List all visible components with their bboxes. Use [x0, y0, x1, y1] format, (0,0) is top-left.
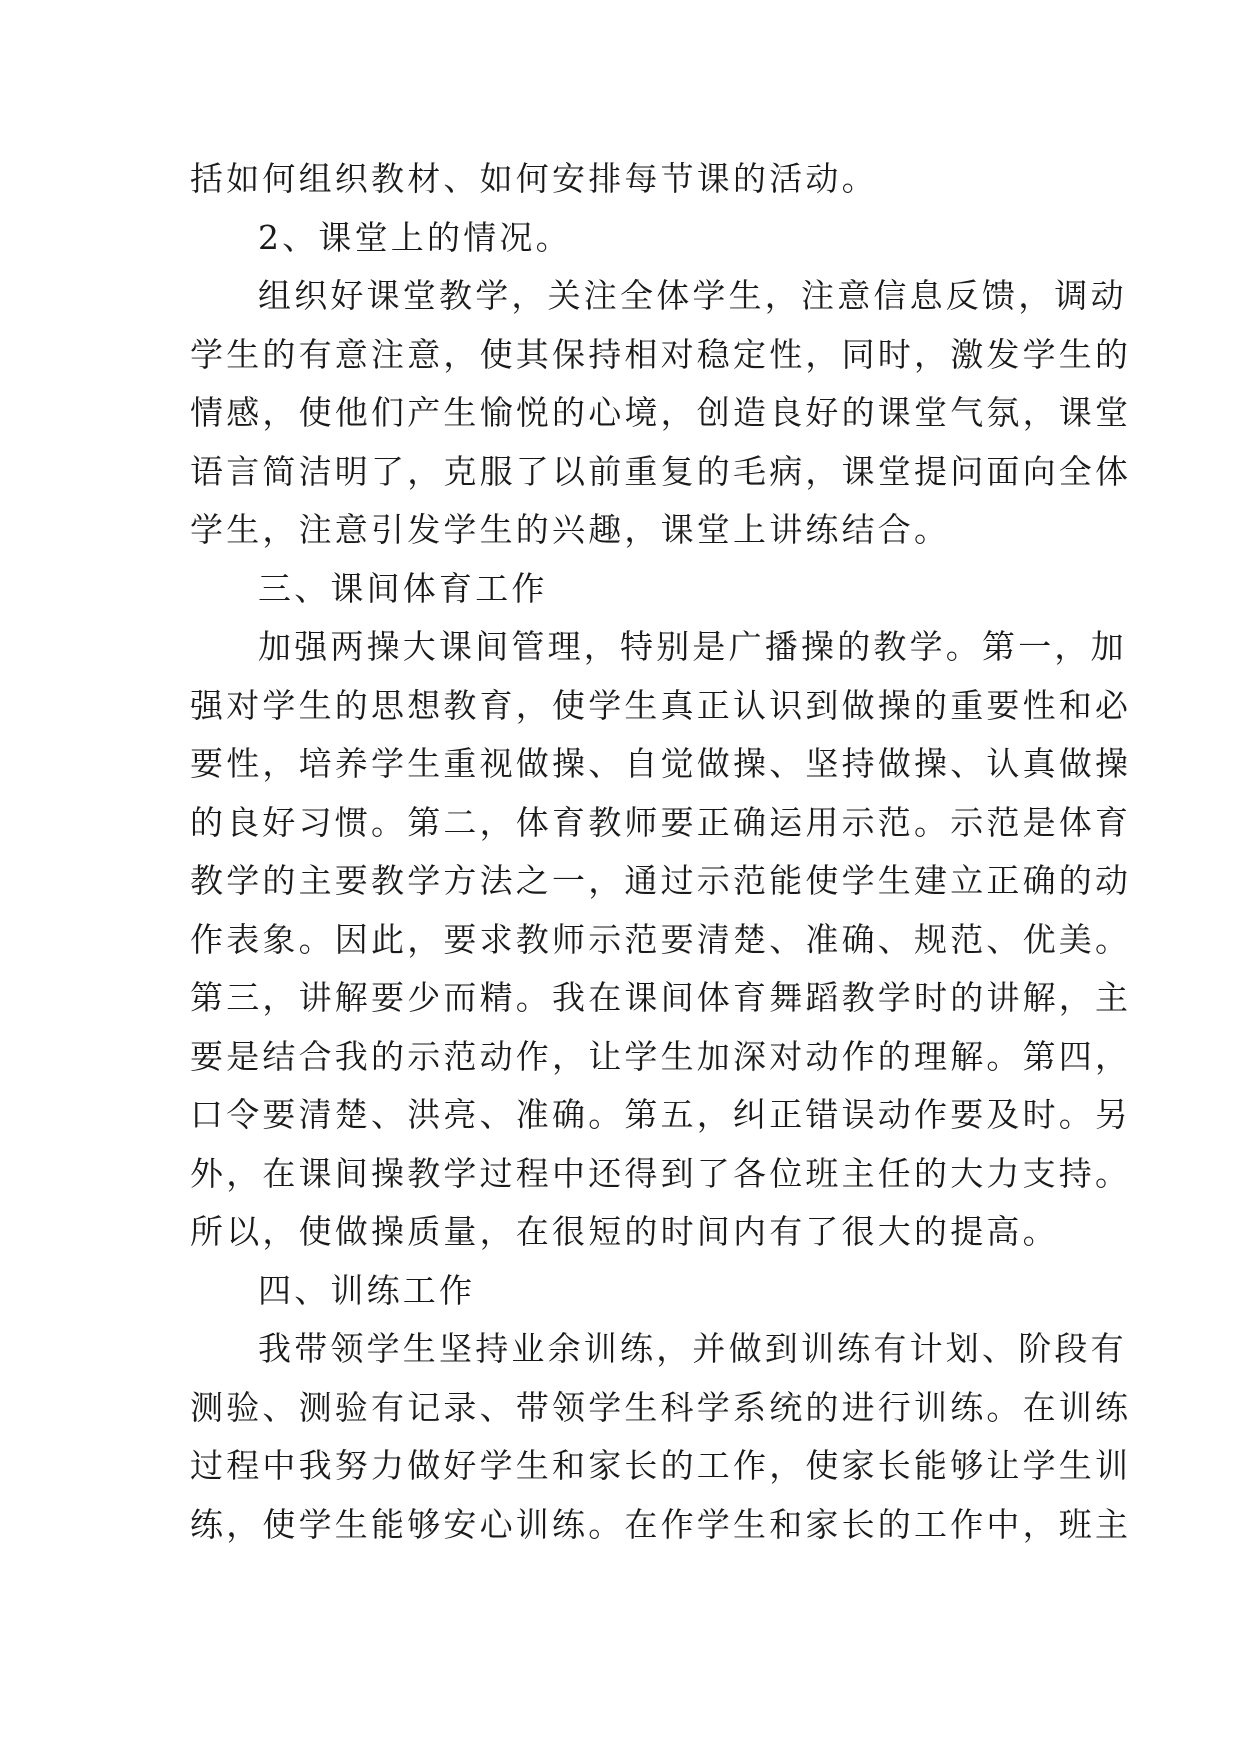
text-line: 强对学生的思想教育，使学生真正认识到做操的重要性和必 [190, 685, 1132, 725]
text-line: 学生的有意注意，使其保持相对稳定性，同时，激发学生的 [190, 334, 1132, 374]
text-line: 的良好习惯。第二，体育教师要正确运用示范。示范是体育 [190, 802, 1132, 842]
text-line: 要性，培养学生重视做操、自觉做操、坚持做操、认真做操 [190, 744, 1132, 783]
text-line: 2、课堂上的情况。 [258, 217, 572, 257]
text-line: 学生，注意引发学生的兴趣，课堂上讲练结合。 [190, 510, 951, 549]
text-line: 练，使学生能够安心训练。在作学生和家长的工作中，班主 [190, 1504, 1132, 1544]
text-line: 测验、测验有记录、带领学生科学系统的进行训练。在训练 [190, 1387, 1132, 1427]
section-heading: 四、训练工作 [258, 1270, 476, 1310]
text-line: 加强两操大课间管理，特别是广播操的教学。第一，加 [258, 627, 1127, 666]
text-line: 外，在课间操教学过程中还得到了各位班主任的大力支持。 [190, 1153, 1132, 1193]
text-line: 括如何组织教材、如何安排每节课的活动。 [190, 159, 878, 198]
text-line: 作表象。因此，要求教师示范要清楚、准确、规范、优美。 [190, 919, 1132, 959]
text-line: 我带领学生坚持业余训练，并做到训练有计划、阶段有 [258, 1329, 1127, 1368]
text-line: 教学的主要教学方法之一，通过示范能使学生建立正确的动 [190, 861, 1132, 900]
text-line: 组织好课堂教学，关注全体学生，注意信息反馈，调动 [258, 276, 1127, 315]
text-line: 口令要清楚、洪亮、准确。第五，纠正错误动作要及时。另 [190, 1095, 1132, 1134]
section-heading: 三、课间体育工作 [258, 568, 548, 608]
text-line: 第三，讲解要少而精。我在课间体育舞蹈教学时的讲解，主 [190, 978, 1132, 1017]
text-line: 语言简洁明了，克服了以前重复的毛病，课堂提问面向全体 [190, 451, 1132, 491]
text-line: 情感，使他们产生愉悦的心境，创造良好的课堂气氛，课堂 [190, 393, 1132, 432]
text-line: 过程中我努力做好学生和家长的工作，使家长能够让学生训 [190, 1446, 1132, 1485]
text-line: 要是结合我的示范动作，让学生加深对动作的理解。第四， [190, 1036, 1132, 1076]
document-body [190, 150, 1132, 1554]
text-line: 所以，使做操质量，在很短的时间内有了很大的提高。 [190, 1212, 1059, 1251]
